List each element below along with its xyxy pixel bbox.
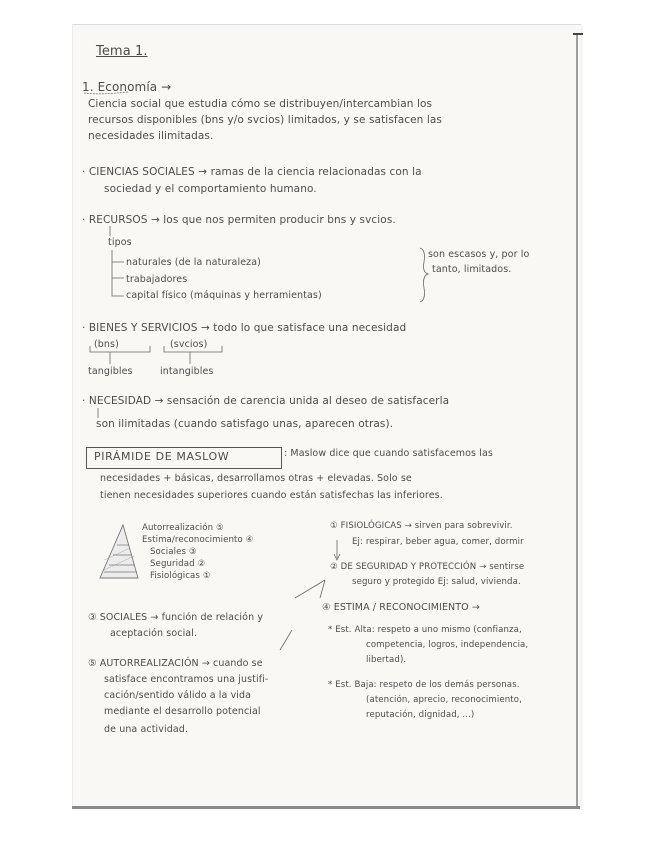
recursos-side-note-2: tanto, limitados.	[432, 264, 512, 275]
recursos-item-capital: capital físico (máquinas y herramientas)	[126, 290, 322, 301]
ciencias-line-2: sociedad y el comportamiento humano.	[104, 183, 317, 195]
autorrealizacion-line-2: satisface encontramos una justifi-	[104, 674, 269, 685]
page-title: Tema 1.	[96, 44, 148, 59]
necesidad-line-1: · NECESIDAD → sensación de carencia unida al deseo de satisfacerla	[82, 395, 450, 407]
maslow-title: PIRÁMIDE DE MASLOW	[94, 450, 230, 463]
bienes-bns: (bns)	[94, 339, 119, 350]
estima-baja-line-3: reputación, dignidad, ...)	[366, 710, 475, 720]
maslow-pyramid	[100, 525, 138, 578]
autorrealizacion-line-1: ⑤ AUTORREALIZACIÓN → cuando se	[88, 658, 263, 669]
ciencias-line-1: · CIENCIAS SOCIALES → ramas de la ciencia relacionadas con la	[82, 166, 422, 178]
sociales-line-1: ③ SOCIALES → función de relación y	[88, 612, 264, 623]
seguridad-line-2: seguro y protegido Ej: salud, vivienda.	[352, 577, 521, 587]
economia-line-2: recursos disponibles (bns y/o svcios) limitados, y se satisfacen las	[88, 114, 442, 126]
recursos-line: · RECURSOS → los que nos permiten producir bns y svcios.	[82, 214, 396, 226]
estima-baja-line-2: (atención, aprecio, reconocimiento,	[366, 695, 522, 705]
fisiologicas-line-2: Ej: respirar, beber agua, comer, dormir	[352, 537, 524, 547]
estima-alta-line-3: libertad).	[366, 655, 407, 665]
autorrealizacion-line-5: de una actividad.	[104, 724, 189, 735]
estima-alta-line-2: competencia, logros, independencia,	[366, 640, 529, 650]
bienes-intangibles: intangibles	[160, 366, 214, 377]
recursos-item-naturales: naturales (de la naturaleza)	[126, 257, 261, 268]
estima-alta-line-1: * Est. Alta: respeto a uno mismo (confianza,	[328, 625, 522, 635]
autorrealizacion-line-3: cación/sentido válido a la vida	[104, 690, 252, 701]
estima-heading: ④ ESTIMA / RECONOCIMIENTO →	[322, 602, 480, 613]
pyramid-label-5: Autorrealización ⑤	[142, 523, 224, 533]
estima-baja-line-1: * Est. Baja: respeto de los demás personas.	[328, 680, 520, 690]
pyramid-label-3: Sociales ③	[150, 547, 197, 557]
economia-line-3: necesidades ilimitadas.	[88, 130, 214, 142]
recursos-side-note-1: son escasos y, por lo	[428, 249, 530, 260]
maslow-line-2: necesidades + básicas, desarrollamos otras + elevadas. Solo se	[100, 473, 412, 484]
fisiologicas-line-1: ① FISIOLÓGICAS → sirven para sobrevivir.	[330, 521, 513, 531]
recursos-tipos: tipos	[108, 237, 132, 248]
sociales-line-2: aceptación social.	[110, 628, 198, 639]
bienes-line: · BIENES Y SERVICIOS → todo lo que satisface una necesidad	[82, 322, 407, 334]
autorrealizacion-line-4: mediante el desarrollo potencial	[104, 706, 261, 717]
bienes-svcios: (svcios)	[170, 339, 208, 350]
maslow-line-1: : Maslow dice que cuando satisfacemos las	[284, 448, 493, 459]
economia-line-1: Ciencia social que estudia cómo se distribuyen/intercambian los	[88, 98, 433, 110]
pyramid-label-1: Fisiológicas ①	[150, 571, 211, 581]
economia-heading: 1. Economía →	[82, 80, 172, 94]
pyramid-label-4: Estima/reconocimiento ④	[142, 535, 254, 545]
pyramid-label-2: Seguridad ②	[150, 559, 206, 569]
maslow-line-3: tienen necesidades superiores cuando están satisfechas las inferiores.	[100, 490, 443, 501]
seguridad-line-1: ② DE SEGURIDAD Y PROTECCIÓN → sentirse	[330, 562, 525, 572]
recursos-item-trabajadores: trabajadores	[126, 274, 188, 285]
necesidad-line-2: son ilimitadas (cuando satisfago unas, aparecen otras).	[96, 418, 394, 430]
bienes-tangibles: tangibles	[88, 366, 133, 377]
